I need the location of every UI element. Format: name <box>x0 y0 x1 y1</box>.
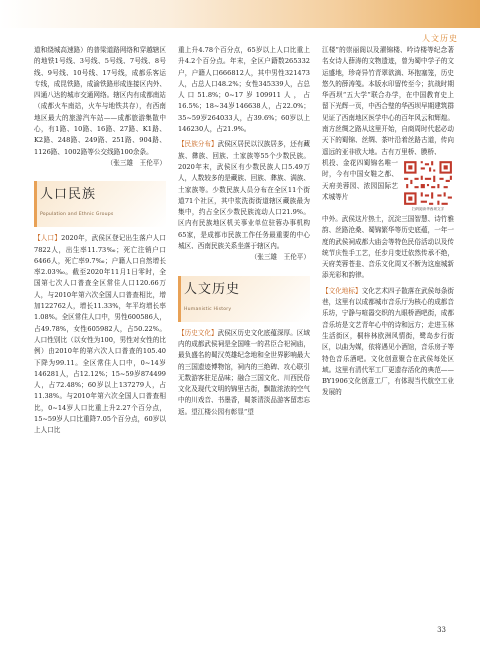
paragraph-transport: 道和绕城高速路）的普梁道路网络和穿越辖区的地铁1号线、3号线、5号线、7号线、8号线、9号线、10号线、17号线，成都乐客运专线，成昆铁路，成渝铁路形成连接区内外、四通八达的城市交通网络。辖区内有成都南站（成都火车南站，火车与地铁共存），有西南地区最大的旅游汽车站——成都旅游集散中心，有1路、10路、16路、27路、K1路、K2路、248路、249路、251路、904路、1126路、1002路等公交线路100余条。 <box>34 46 166 156</box>
column-1 <box>34 45 166 437</box>
paragraph-history-wrap: 机投、金花四蜀锦名唯一时，今有中国女鞋之都、天府美蓉园、浓园国际艺术城等片 <box>322 158 398 201</box>
column-2 <box>178 45 310 418</box>
paragraph-text: 2020年，武侯区登记出生落户人口7822人，出生率11.73‰；死亡注销户口6466人，死亡率9.7‰；户籍人口自然增长率2.03‰。截至2020年11月1日零时，全国第七次人口普查全区常住人口120.66万人，与2010年第六次全国人口普查相比，增加122762人，增长11.33%，年平均增长率1.08%。全区常住人口中，男性600586人，占49.78%，女性605982人，占50.22%。人口性别比（以女性为100，男性对女性的比例）由2010年的第六次人口普查的105.40下降为99.11。全区常住人口中，0~14岁146281人，占12.12%；15~59岁874499人，占72.48%；60岁以上137279人，占11.38%。与2010年第六次全国人口普查相比，0~14岁人口比重上升2.27个百分点，15~59岁人口比重降7.05个百分点，60岁以上人口比 <box>34 234 167 435</box>
section-title: 人文历史 <box>184 281 241 297</box>
paragraph-history-cont: 江楼”的崇丽阁以及濯锦楼、吟诗楼等纪念著名女诗人薛涛的文物遗迹，曾为蜀中学子的文运盛地，珍奇异竹青翠欲滴、环抱塞笼，历史悠久的薛涛笺。本版水印留传至今；抗战时期华西坝“五大学”联合办学，在中国教育史上留下光辉一页，中西合璧的华西坝早期建筑群见证了西南地区医学中心的百年风云和辉煌。南方丝绸之路从这里开始，自商周时代起必动天下的蜀锦、丝绸、茶叶沿着丝路古道，传向遥远的亚非欧大地。古有万里桥、膜桥、 <box>322 46 454 156</box>
qr-code-icon[interactable] <box>402 159 454 207</box>
section-title: 人口民族 <box>40 187 97 203</box>
section-subtitle: Humanistic History <box>184 306 232 312</box>
paragraph-text: 文化艺术四子散落在武侯每条街巷，这里有以成都城市音乐厅为核心的成都音乐坊，宁静与喧嚣交织的九眼桥酒吧街，成都音乐坊是文艺青年心中的诗和远方；走进玉林生活街区，桐梓林欧洲风情街，鹭岛步行街区，以曲为媒，依将遇见小酒馆，音乐房子等特色音乐酒吧。文化创意聚合在武侯每处区域。这里有清代军工厂更遗存活化的典范——BY1906文化创意工厂，有体现当代航空工业发展的 <box>322 286 455 397</box>
paragraph-population <box>34 233 166 436</box>
author-credit: （张三雄 王伦平） <box>250 253 310 262</box>
section-header-population <box>34 181 166 227</box>
section-accent-bar <box>178 276 181 322</box>
section-accent-bar <box>34 181 37 227</box>
section-header-history <box>178 276 310 322</box>
paragraph-population-cont: 重上升4.78个百分点，65岁以上人口比重上升4.2个百分点。年末，全区户籍数265332户，户籍人口666812人，其中男性321473人，占总人口48.2%；女性345339人，占总人口51.8%；0~17岁109911人，占16.5%；18~34岁146638人，占22.0%；35~59岁264033人，占39.6%；60岁以上146230人，占21.9%。 <box>178 46 310 134</box>
qr-caption: 扫码阅读华西坝文字 <box>411 206 445 211</box>
keyword-label: 【人口】 <box>34 234 62 243</box>
section-subtitle: Population and Ethnic Groups <box>40 212 114 218</box>
header-band <box>0 0 480 28</box>
qr-block[interactable] <box>402 159 454 212</box>
author-credit: （张三雄 王伦平） <box>106 158 166 167</box>
keyword-label: 【历史文化】 <box>178 328 218 337</box>
paragraph-history <box>178 328 310 418</box>
column-3 <box>322 45 454 399</box>
paragraph-ethnic <box>178 139 310 252</box>
section-tag: 人文历史 <box>422 34 458 43</box>
paragraph-text: 武侯区居民以汉族居多，还有藏族、彝族、回族、土家族等55个少数民族。2020年末，武侯区有少数民族人口5.49万人，人数较多的是藏族、回族、彝族、满族、土家族等。少数民族人员分布在全区11个街道71个社区，其中浆洗街街道辖区藏族最为集中，约占全区少数民族流动人口21.9%。区内有民族地区机关事业单位驻蓉办事机构65家，是成都市民族工作任务最重要的中心城区、西南民族关系坐落于辖区内。 <box>178 140 311 251</box>
paragraph-landmarks <box>322 286 454 399</box>
page-number: 33 <box>437 626 446 634</box>
keyword-label: 【民族分布】 <box>178 140 218 149</box>
paragraph-text: 武侯区历史文化底蕴深厚。区域内的成都武侯祠是全国唯一的君臣合祀祠庙，最负盛名的蜀汉英雄纪念地和全世界影响最大的三国遗迹博物馆，祠内的三绝碑、攻心联引无数游客驻足品味；融合三国文化、川西民俗文化及现代文明的锦里古街，飘散浓浓的空气中的川戏音、书墨香，蜀茶清淡品游客留恋忘返。望江楼公园有彰显“望 <box>178 328 311 416</box>
paragraph-history-end: 中外。武侯这片热土，沉淀三国智慧、诗竹雅韵、丝路沧桑、蜀锦繁华等历史底蕴，一年一度的武侯祠成都大庙会等特色民俗活动以及传统节庆性手工艺，任步月变迁依然传承不绝，天府芙蓉苍韭、音乐文化周又不断为这座城新添光彩和韵律。 <box>322 214 454 280</box>
keyword-label: 【文化地标】 <box>322 286 362 295</box>
